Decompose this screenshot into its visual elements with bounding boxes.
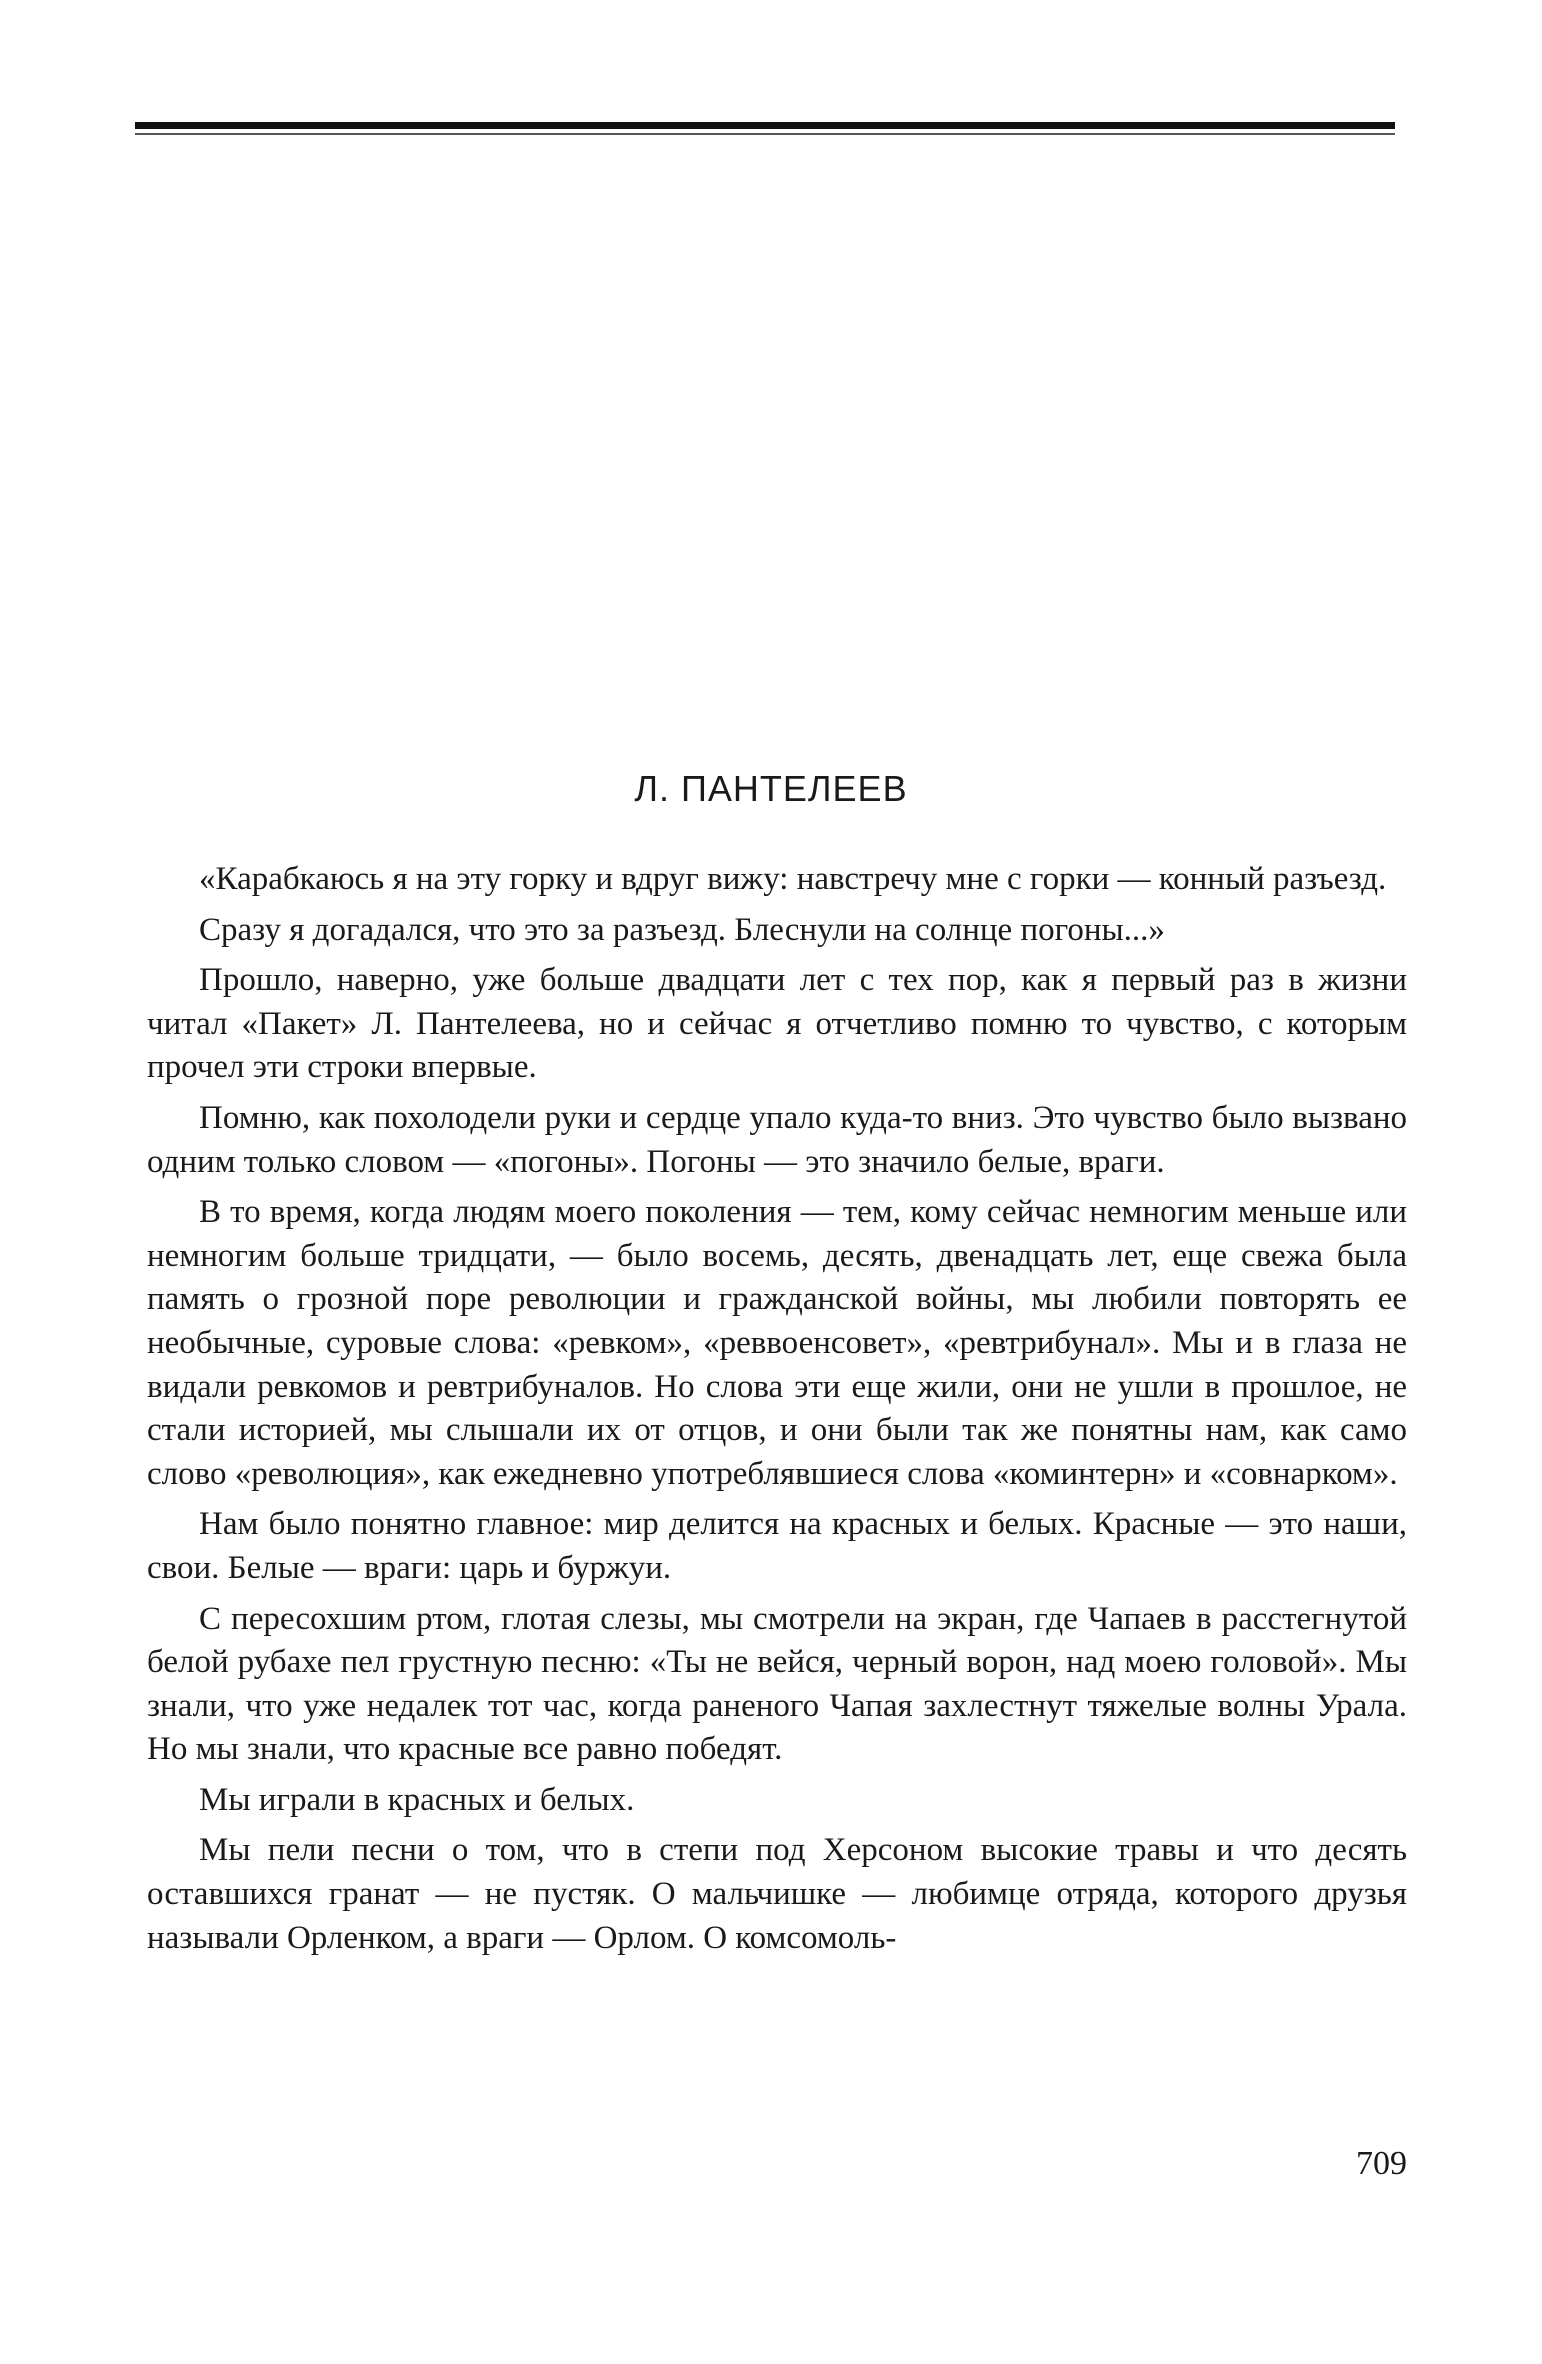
body-text <box>147 858 1407 1967</box>
author-heading: Л. ПАНТЕЛЕЕВ <box>634 768 908 809</box>
paragraph: В то время, когда людям моего поколения — тем, кому сейчас немногим меньше или немногим больше тридцати, — было восемь, десять, двенадцать лет, еще свежа была память о грозной поре революции и гражданской войны, мы любили повторять ее необычные, суровые слова: «ревком», «реввоенсовет», «ревтрибунал». Мы и в глаза не видали ревкомов и ревтрибуналов. Но слова эти еще жили, они не ушли в прошлое, не стали историей, мы слышали их от отцов, и они были так же понятны нам, как само слово «революция», как ежедневно употреблявшиеся слова «коминтерн» и «совнарком». <box>147 1194 1407 1492</box>
paragraph: Прошло, наверно, уже больше двадцати лет с тех пор, как я первый раз в жизни читал «Пакет» Л. Пантелеева, но и сейчас я отчетливо помню то чувство, с которым прочел эти строки впервые. <box>147 962 1407 1086</box>
paragraph: Нам было понятно главное: мир делится на красных и белых. Красные — это наши, свои. Белые — враги: царь и буржуи. <box>147 1506 1407 1586</box>
paragraph: Сразу я догадался, что это за разъезд. Блеснули на солнце погоны...» <box>199 911 1165 948</box>
paragraph: Мы пели песни о том, что в степи под Херсоном высокие травы и что десять оставшихся гранат — не пустяк. О мальчишке — любимце отряда, которого друзья называли Орленком, а враги — Орлом. О комсомоль- <box>147 1832 1407 1956</box>
paragraph: С пересохшим ртом, глотая слезы, мы смотрели на экран, где Чапаев в расстегнутой белой рубахе пел грустную песню: «Ты не вейся, черный ворон, над моею головой». Мы знали, что уже недалек тот час, когда раненого Чапая захлестнут тяжелые волны Урала. Но мы знали, что красные все равно победят. <box>147 1600 1407 1768</box>
paragraph: Мы играли в красных и белых. <box>199 1781 635 1818</box>
top-rule-thin <box>135 133 1395 135</box>
paragraph: «Карабкаюсь я на эту горку и вдруг вижу: навстречу мне с горки — конный разъезд. <box>199 861 1387 897</box>
page-number: 709 <box>1356 2145 1407 2182</box>
paragraph: Помню, как похолодели руки и сердце упало куда-то вниз. Это чувство было вызвано одним только словом — «погоны». Погоны — это значило белые, враги. <box>147 1099 1407 1180</box>
top-rule <box>135 122 1395 129</box>
